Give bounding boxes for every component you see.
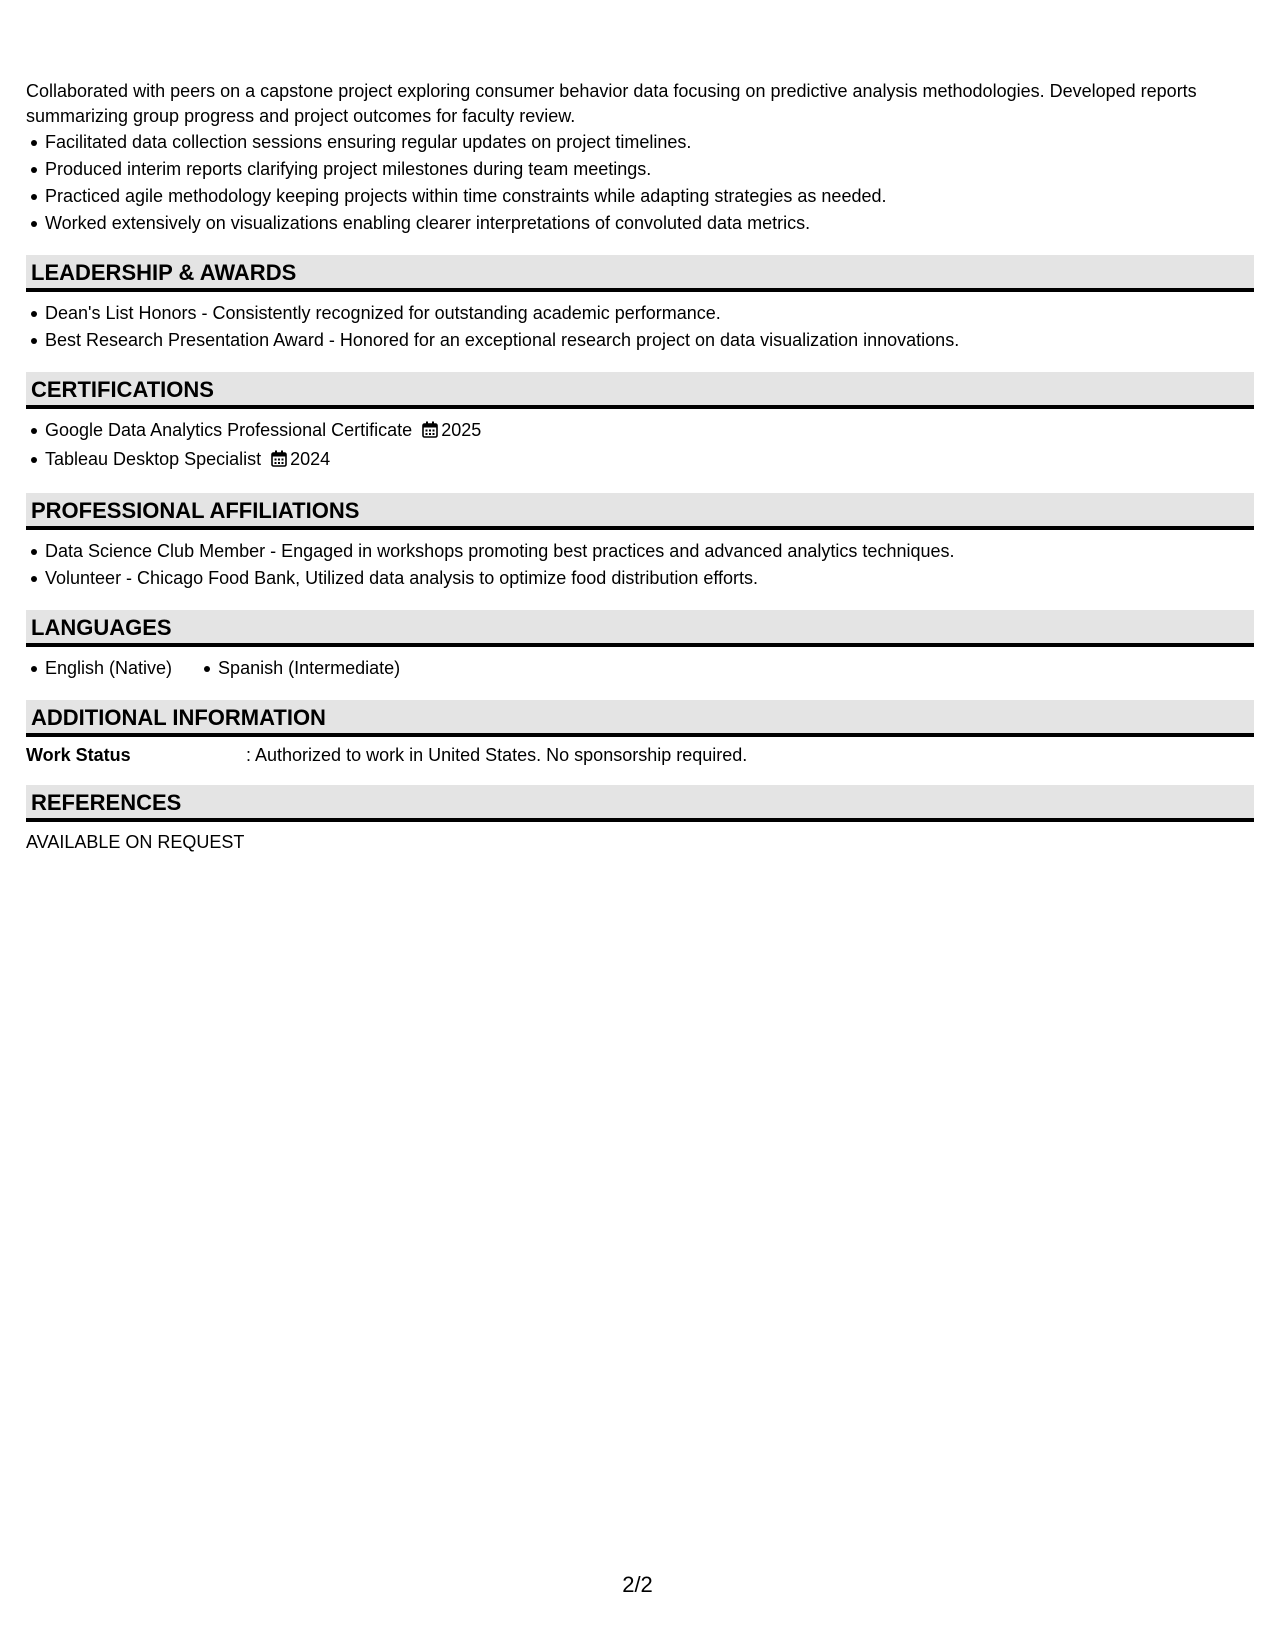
resume-page: [26, 79, 1254, 854]
project-description: Collaborated with peers on a capstone project exploring consumer behavior data focusing on predictive analysis methodologies. Developed reports summarizing group progress and project outcomes for faculty review.: [26, 81, 1197, 126]
references-text: AVAILABLE ON REQUEST: [26, 832, 245, 852]
list-item: Produced interim reports clarifying project milestones during team meetings.: [45, 156, 1254, 183]
section-heading: CERTIFICATIONS: [26, 372, 1254, 409]
certificate-year: 2024: [290, 449, 331, 469]
list-item: [45, 446, 1254, 475]
references-section: [26, 785, 1254, 854]
languages-section: [26, 610, 1254, 682]
calendar-icon: [422, 419, 438, 446]
list-item: Spanish (Intermediate): [218, 655, 400, 682]
list-item: [45, 417, 1254, 446]
certifications-section: [26, 372, 1254, 475]
list-item: Facilitated data collection sessions ensuring regular updates on project timelines.: [45, 129, 1254, 156]
section-heading: REFERENCES: [26, 785, 1254, 822]
leadership-section: [26, 255, 1254, 354]
section-heading: LEADERSHIP & AWARDS: [26, 255, 1254, 292]
section-heading: LANGUAGES: [26, 610, 1254, 647]
section-heading: ADDITIONAL INFORMATION: [26, 700, 1254, 737]
page-number: 2/2: [622, 1572, 653, 1597]
section-heading: PROFESSIONAL AFFILIATIONS: [26, 493, 1254, 530]
certifications-list: [26, 417, 1254, 475]
list-item: English (Native): [45, 655, 172, 682]
affiliations-list: [26, 538, 1254, 592]
certificate-name: Google Data Analytics Professional Certificate: [45, 420, 413, 440]
list-item: Dean's List Honors - Consistently recognized for outstanding academic performance.: [45, 300, 1254, 327]
list-item: Practiced agile methodology keeping projects within time constraints while adapting strategies as needed.: [45, 183, 1254, 210]
leadership-list: [26, 300, 1254, 354]
list-item: Data Science Club Member - Engaged in workshops promoting best practices and advanced analytics techniques.: [45, 538, 1254, 565]
languages-list: [26, 655, 1254, 682]
calendar-icon: [271, 448, 287, 475]
work-status-row: [26, 743, 1254, 767]
list-item: Best Research Presentation Award - Honored for an exceptional research project on data visualization innovations.: [45, 327, 1254, 354]
work-status-label: Work Status: [26, 745, 131, 765]
certificate-year: 2025: [441, 420, 482, 440]
list-item: Worked extensively on visualizations enabling clearer interpretations of convoluted data metrics.: [45, 210, 1254, 237]
work-status-value: : Authorized to work in United States. No sponsorship required.: [246, 745, 748, 765]
additional-info-section: [26, 700, 1254, 767]
certificate-name: Tableau Desktop Specialist: [45, 449, 262, 469]
project-bullets: [26, 129, 1254, 237]
list-item: Volunteer - Chicago Food Bank, Utilized data analysis to optimize food distribution efforts.: [45, 565, 1254, 592]
affiliations-section: [26, 493, 1254, 592]
